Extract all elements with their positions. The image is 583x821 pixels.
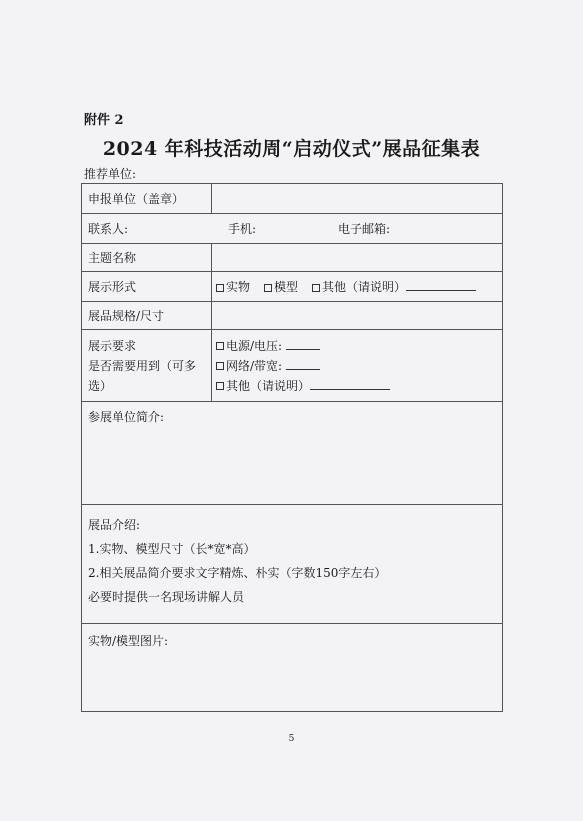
exhibit-intro-label: 展品介绍:: [88, 518, 141, 532]
theme-label: 主题名称: [82, 244, 212, 272]
checkbox-icon[interactable]: [216, 362, 224, 370]
org-intro-label: 参展单位简介:: [88, 410, 165, 424]
page-title: 2024 年科技活动周“启动仪式”展品征集表: [102, 138, 481, 160]
power-blank-line[interactable]: [286, 339, 320, 350]
spec-field[interactable]: [212, 302, 503, 330]
requirement-sublabel: 是否需要用到（可多选）: [88, 358, 197, 393]
display-form-label: 展示形式: [82, 272, 212, 302]
requirement-options: [212, 330, 503, 402]
row-requirements: [82, 330, 503, 402]
requirement-label: 展示要求: [88, 338, 137, 353]
contact-row[interactable]: [82, 214, 503, 244]
row-spec: [82, 302, 503, 330]
page-number: 5: [288, 734, 295, 744]
option-other[interactable]: 其他（请说明）: [312, 280, 476, 294]
requirement-label-cell: [82, 330, 212, 402]
image-cell[interactable]: [82, 624, 503, 712]
theme-field[interactable]: [212, 244, 503, 272]
other-req-blank-line[interactable]: [310, 379, 390, 390]
phone-label: 手机:: [228, 222, 257, 236]
other-blank-line[interactable]: [406, 280, 476, 291]
org-intro-cell[interactable]: [82, 402, 503, 505]
row-images: [82, 624, 503, 712]
network-blank-line[interactable]: [286, 359, 320, 370]
email-label: 电子邮箱:: [338, 222, 391, 236]
row-contact: [82, 214, 503, 244]
row-theme: [82, 244, 503, 272]
exhibit-intro-cell[interactable]: [82, 505, 503, 624]
checkbox-icon[interactable]: [216, 342, 224, 350]
option-physical[interactable]: 实物: [216, 280, 250, 294]
spec-label: 展品规格/尺寸: [82, 302, 212, 330]
applicant-field[interactable]: [212, 184, 503, 214]
row-org-intro: [82, 402, 503, 505]
recommender-label: 推荐单位:: [84, 167, 137, 181]
exhibit-intro-line-1: 1.实物、模型尺寸（长*宽*高）: [88, 542, 256, 556]
option-model[interactable]: 模型: [264, 280, 298, 294]
row-exhibit-intro: [82, 505, 503, 624]
req-other-option[interactable]: 其他（请说明）: [216, 376, 496, 396]
contact-label: 联系人:: [88, 222, 129, 236]
display-form-options: [212, 272, 503, 302]
attachment-label: 附件 2: [84, 113, 124, 128]
row-display-form: [82, 272, 503, 302]
checkbox-icon[interactable]: [312, 284, 320, 292]
image-label: 实物/模型图片:: [88, 634, 169, 648]
application-form: [81, 183, 503, 712]
exhibit-intro-line-3: 必要时提供一名现场讲解人员: [88, 590, 245, 604]
row-applicant: [82, 184, 503, 214]
checkbox-icon[interactable]: [216, 284, 224, 292]
exhibit-intro-line-2: 2.相关展品简介要求文字精炼、朴实（字数150字左右）: [88, 566, 387, 580]
req-power-option[interactable]: 电源/电压:: [216, 336, 496, 356]
checkbox-icon[interactable]: [264, 284, 272, 292]
checkbox-icon[interactable]: [216, 382, 224, 390]
req-network-option[interactable]: 网络/带宽:: [216, 356, 496, 376]
applicant-label: 申报单位（盖章）: [82, 184, 212, 214]
